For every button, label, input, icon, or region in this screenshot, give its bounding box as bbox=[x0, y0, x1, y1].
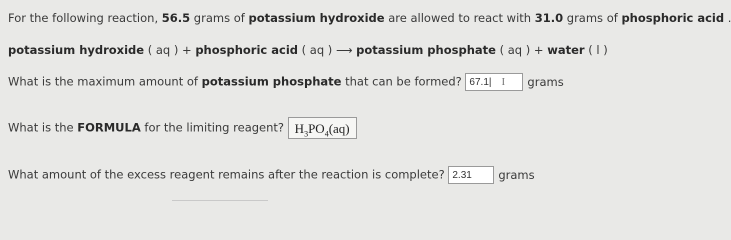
question-limiting-reagent: What is the FORMULA for the limiting reagent? $H_3PO_4(aq)$ bbox=[8, 117, 357, 139]
question-excess-remaining: What amount of the excess reagent remains after the reaction is complete? 2.31 grams bbox=[8, 166, 535, 184]
limiting-reagent-formula-input[interactable]: $H_3PO_4(aq)$ bbox=[288, 117, 357, 139]
divider bbox=[172, 200, 268, 201]
max-amount-unit: grams bbox=[527, 74, 564, 89]
reaction-equation: potassium hydroxide ( aq ) + phosphoric acid ( aq ) ⟶ potassium phosphate ( aq ) + water ( l ) bbox=[8, 43, 608, 57]
excess-amount-input[interactable]: 2.31 bbox=[448, 166, 494, 184]
text-cursor-icon: I bbox=[501, 76, 506, 88]
reaction-arrow: ⟶ bbox=[335, 43, 357, 57]
product-1: potassium phosphate bbox=[356, 43, 496, 57]
reagent-koh: potassium hydroxide bbox=[248, 11, 385, 25]
reactant-2: phosphoric acid bbox=[195, 43, 298, 57]
product-2: water bbox=[547, 43, 585, 57]
excess-amount-unit: grams bbox=[498, 167, 535, 182]
question-max-amount: What is the maximum amount of potassium phosphate that can be formed? 67.1| I grams bbox=[8, 73, 564, 91]
question-intro: For the following reaction, 56.5 grams of potassium hydroxide are allowed to react with 31.0 grams of phosphoric acid . bbox=[8, 11, 731, 25]
mass-h3po4: 31.0 bbox=[534, 11, 564, 25]
reagent-h3po4: phosphoric acid bbox=[621, 11, 725, 25]
mass-koh: 56.5 bbox=[161, 11, 191, 25]
max-amount-input[interactable]: 67.1| I bbox=[465, 73, 523, 91]
reactant-1: potassium hydroxide bbox=[8, 43, 145, 57]
